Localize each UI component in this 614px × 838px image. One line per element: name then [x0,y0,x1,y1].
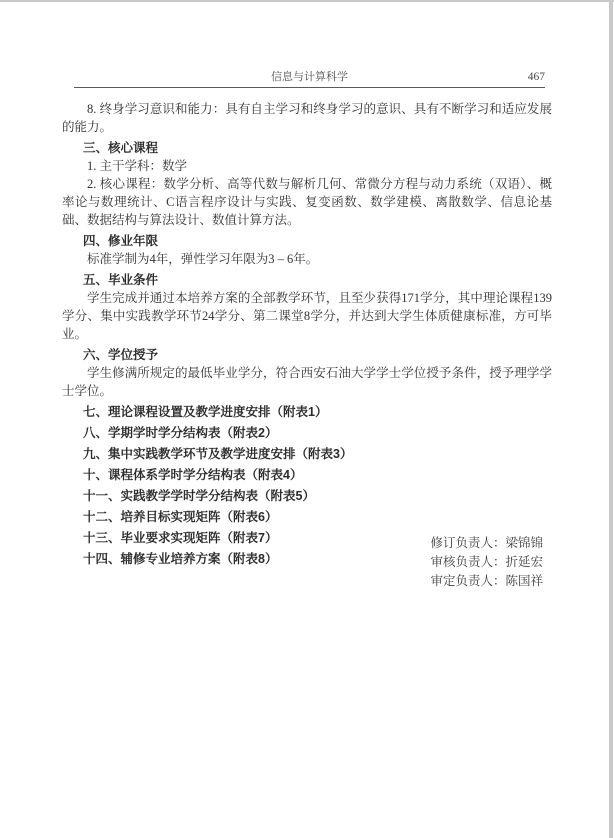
page-right-edge [609,0,613,838]
paragraph-study-duration: 标准学制为4年，弹性学习年限为3 – 6年。 [87,252,319,266]
page-content [62,100,552,568]
paragraph-degree-conferral: 学生修满所规定的最低毕业学分，符合西安石油大学学士学位授予条件，授予理学学士学位。 [62,366,552,398]
running-header-title: 信息与计算科学 [271,71,348,83]
page-number: 467 [527,71,545,83]
signature-block [430,534,543,591]
section-heading-10: 十、课程体系学时学分结构表（附表4） [83,468,303,482]
running-header [74,71,545,88]
signature-revision: 修订负责人：梁锦锦 [430,536,543,550]
section-heading-3: 三、核心课程 [83,141,159,155]
paragraph-item-8: 8. 终身学习意识和能力：具有自主学习和终身学习的意识、具有不断学习和适应发展的能力。 [62,102,552,134]
section-heading-7: 七、理论课程设置及教学进度安排（附表1） [83,405,328,419]
section-heading-6: 六、学位授予 [83,348,159,362]
paragraph-major-discipline: 1. 主干学科：数学 [87,159,188,173]
section-heading-13: 十三、毕业要求实现矩阵（附表7） [83,531,278,545]
section-heading-9: 九、集中实践教学环节及教学进度安排（附表3） [83,447,353,461]
section-heading-4: 四、修业年限 [83,234,159,248]
page-top-edge [0,0,614,2]
section-heading-8: 八、学期学时学分结构表（附表2） [83,426,278,440]
paragraph-core-courses: 2. 核心课程：数学分析、高等代数与解析几何、常微分方程与动力系统（双语）、概率论与数理统计、C语言程序设计与实践、复变函数、数学建模、离散数学、信息论基础、数据结构与算法设计、数值计算方法。 [62,177,552,227]
paragraph-graduation-requirements: 学生完成并通过本培养方案的全部教学环节，且至少获得171学分，其中理论课程139学分、集中实践教学环节24学分、第二课堂8学分，并达到大学生体质健康标准，方可毕业。 [62,291,552,341]
section-heading-5: 五、毕业条件 [83,273,159,287]
signature-review: 审核负责人：折延宏 [430,555,543,569]
signature-approval: 审定负责人：陈国祥 [430,574,543,588]
section-heading-12: 十二、培养目标实现矩阵（附表6） [83,510,278,524]
section-heading-14: 十四、辅修专业培养方案（附表8） [83,552,278,566]
section-heading-11: 十一、实践教学学时学分结构表（附表5） [83,489,315,503]
